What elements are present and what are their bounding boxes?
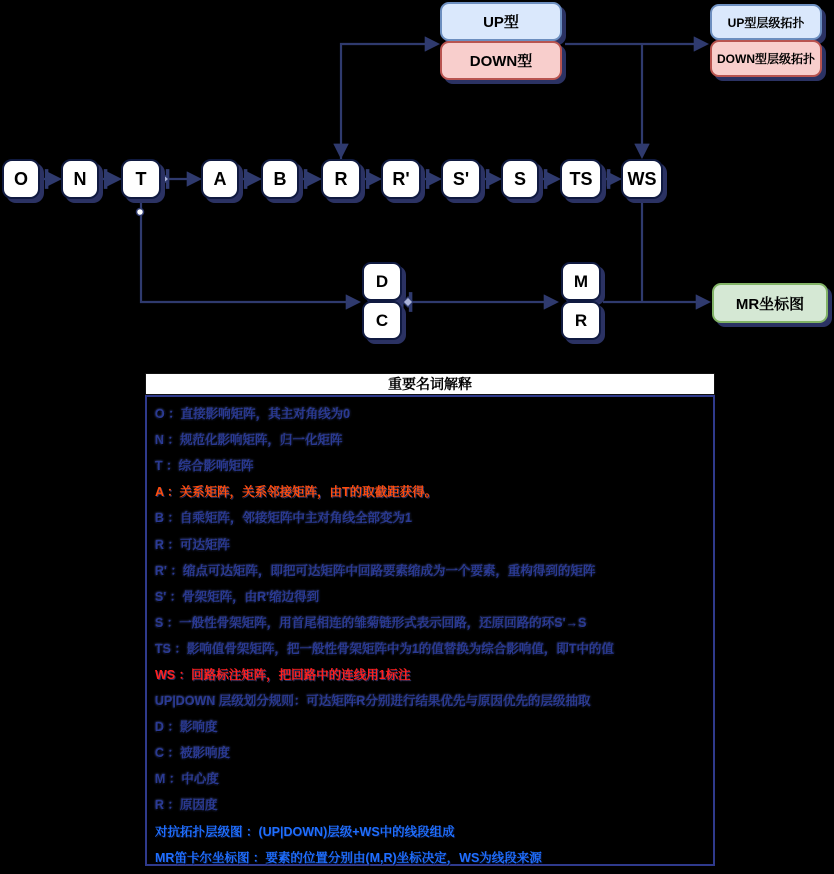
node-WS[interactable]: WS [621, 159, 663, 199]
legend-row-WS: WS ：回路标注矩阵，把回路中的连线用1标注 [155, 667, 411, 682]
node-O[interactable]: O [2, 159, 40, 199]
legend-row-adversarial-topology: 对抗拓扑层级图 ：(UP|DOWN)层级+WS中的线段组成 [155, 824, 455, 839]
legend-row-C: C ：被影响度 [155, 746, 231, 761]
legend-row-R: R ：可达矩阵 [155, 537, 231, 552]
node-up-type[interactable]: UP型 [440, 2, 562, 41]
node-T[interactable]: T [121, 159, 161, 199]
legend-row-TS: TS ：影响值骨架矩阵，把一般性骨架矩阵中为1的值替换为综合影响值，即T中的值 [155, 641, 615, 656]
legend-row-S-prime: S' ：骨架矩阵，由R'缩边得到 [155, 589, 320, 604]
legend-row-updown: UP|DOWN 层级划分规则：可达矩阵R分别进行结果优先与原因优先的层级抽取 [155, 694, 591, 709]
node-mr-plot[interactable]: MR坐标图 [712, 283, 828, 323]
legend-row-O: O ：直接影响矩阵，其主对角线为0 [155, 407, 351, 422]
node-D[interactable]: D [362, 262, 402, 301]
legend-row-S: S ：一般性骨架矩阵，用首尾相连的雏菊链形式表示回路，还原回路的环S'→S [155, 615, 587, 630]
legend-row-D: D ：影响度 [155, 720, 218, 735]
legend-row-B: B ：自乘矩阵，邻接矩阵中主对角线全部变为1 [155, 511, 412, 526]
node-A[interactable]: A [201, 159, 239, 199]
node-down-type[interactable]: DOWN型 [440, 41, 562, 80]
node-R-degree[interactable]: R [561, 301, 601, 340]
node-down-hierarchy-topology[interactable]: DOWN型层级拓扑 [710, 40, 822, 77]
node-N[interactable]: N [61, 159, 99, 199]
legend-panel [145, 395, 715, 866]
legend-row-T: T ：综合影响矩阵 [155, 459, 254, 474]
legend-title: 重要名词解释 [145, 373, 715, 395]
legend-row-mr-cartesian: MR笛卡尔坐标图 ：要素的位置分别由(M,R)坐标决定，WS为线段来源 [155, 850, 542, 865]
legend-row-M: M ：中心度 [155, 772, 219, 787]
node-up-hierarchy-topology[interactable]: UP型层级拓扑 [710, 4, 822, 40]
node-TS[interactable]: TS [560, 159, 602, 199]
node-R-prime[interactable]: R' [381, 159, 421, 199]
legend-row-R-cause: R ：原因度 [155, 798, 218, 813]
node-S-prime[interactable]: S' [441, 159, 481, 199]
legend-row-N: N ：规范化影响矩阵，归一化矩阵 [155, 433, 343, 448]
node-S[interactable]: S [501, 159, 539, 199]
node-B[interactable]: B [261, 159, 299, 199]
node-M[interactable]: M [561, 262, 601, 301]
waypoint-diamond [403, 297, 413, 307]
legend-row-A: A ：关系矩阵，关系邻接矩阵，由T的取截距获得。 [155, 485, 438, 500]
legend-row-R-prime: R' ：缩点可达矩阵，即把可达矩阵中回路要素缩成为一个要素，重构得到的矩阵 [155, 563, 596, 578]
node-R[interactable]: R [321, 159, 361, 199]
waypoint-dot [137, 209, 144, 216]
node-C[interactable]: C [362, 301, 402, 340]
